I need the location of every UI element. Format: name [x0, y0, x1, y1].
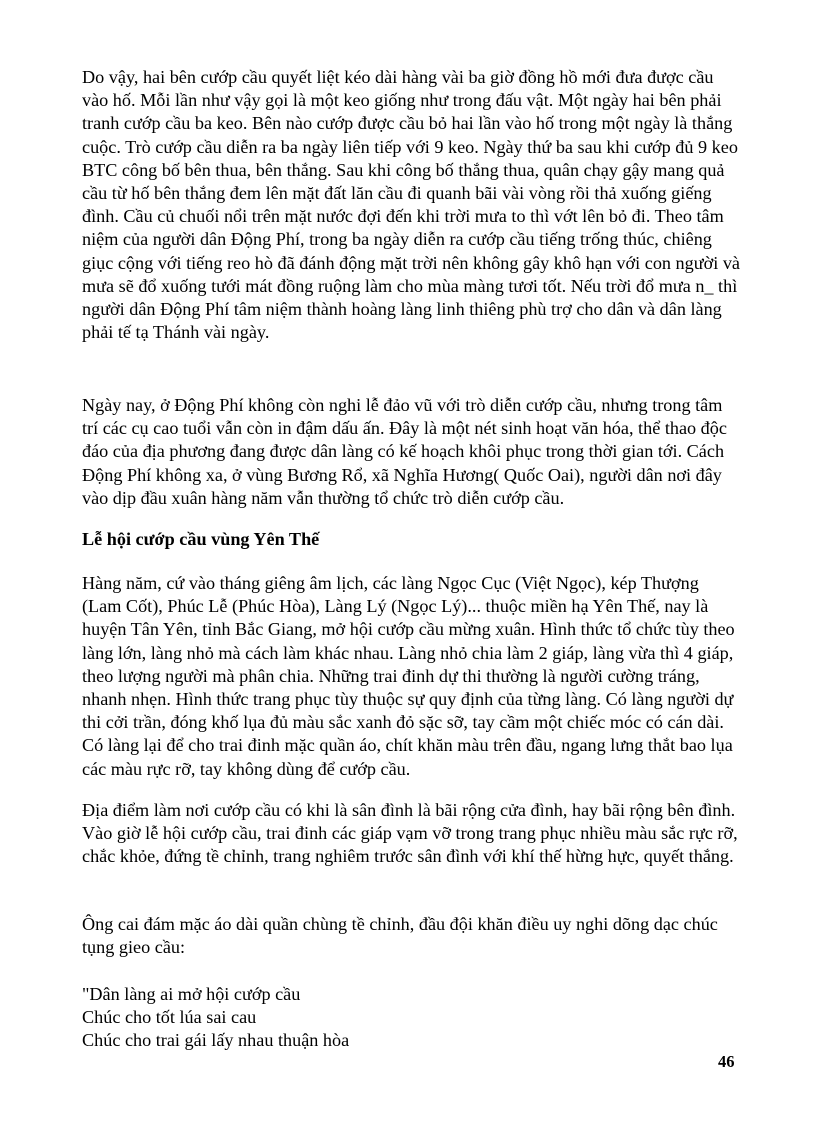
- page-number: 46: [718, 1052, 735, 1071]
- poem-line: Chúc cho trai gái lấy nhau thuận hòa: [82, 1030, 350, 1051]
- section-heading: Lễ hội cướp cầu vùng Yên Thế: [82, 529, 320, 549]
- paragraph-5: Ông cai đám mặc áo dài quần chùng tề chỉnh, đầu đội khăn điều uy nghi dõng dạc chúc tụng gieo cầu:: [82, 914, 718, 958]
- paragraph-1: Do vậy, hai bên cướp cầu quyết liệt kéo dài hàng vài ba giờ đồng hồ mới đưa được cầu vào hố. Mỗi lần như vậy gọi là một keo giống như trong đấu vật. Một ngày hai bên phải tranh cướp cầu ba keo. Bên nào cướp được cầu bỏ hai lần vào hố trong một ngày là thắng cuộc. Trò cướp cầu diễn ra ba ngày liên tiếp với 9 keo. Ngày thứ ba sau khi cướp đủ 9 keo BTC công bố bên thua, bên thắng. Sau khi công bố thắng thua, quân chạy gậy mang quả cầu từ hố bên thắng đem lên mặt đất lăn cầu đi quanh bãi vài vòng rồi thả xuống giếng đình. Cầu củ chuối nổi trên mặt nước đợi đến khi trời mưa to thì vớt lên bỏ đi. Theo tâm niệm của người dân Động Phí, trong ba ngày diễn ra cướp cầu tiếng trống thúc, chiêng giục cộng với tiếng reo hò đã đánh động mặt trời nên không gây khô hạn với con người và mưa sẽ đổ xuống tưới mát đồng ruộng làm cho mùa màng tươi tốt. Nếu trời đổ mưa n_ thì người dân Động Phí tâm niệm thành hoàng làng linh thiêng phù trợ cho dân và dân làng phải tế tạ Thánh vài ngày.: [82, 67, 740, 343]
- paragraph-4: Địa điểm làm nơi cướp cầu có khi là sân đình là bãi rộng cửa đình, hay bãi rộng bên đình. Vào giờ lễ hội cướp cầu, trai đinh các giáp vạm vỡ trong trang phục nhiều màu sắc rực rỡ, chắc khỏe, đứng tề chỉnh, trang nghiêm trước sân đình với khí thế hừng hực, quyết thắng.: [82, 800, 738, 867]
- poem-line: Chúc cho tốt lúa sai cau: [82, 1007, 257, 1028]
- poem-block: [82, 983, 349, 1053]
- paragraph-2: Ngày nay, ở Động Phí không còn nghi lễ đảo vũ với trò diễn cướp cầu, nhưng trong tâm trí các cụ cao tuổi vẫn còn in đậm dấu ấn. Đây là một nét sinh hoạt văn hóa, thể thao độc đáo của địa phương đang được dân làng có kế hoạch khôi phục trong thời gian tới. Cách Động Phí không xa, ở vùng Bương Rổ, xã Nghĩa Hương( Quốc Oai), người dân nơi đây vào dịp đầu xuân hàng năm vẫn thường tổ chức trò diễn cướp cầu.: [82, 395, 727, 508]
- poem-line: "Dân làng ai mở hội cướp cầu: [82, 984, 301, 1004]
- paragraph-3: Hàng năm, cứ vào tháng giêng âm lịch, các làng Ngọc Cục (Việt Ngọc), kép Thượng (Lam Cốt), Phúc Lễ (Phúc Hòa), Làng Lý (Ngọc Lý)... thuộc miền hạ Yên Thế, nay là huyện Tân Yên, tỉnh Bắc Giang, mở hội cướp cầu mừng xuân. Hình thức tổ chức tùy theo làng lớn, làng nhỏ mà cách làm khác nhau. Làng nhỏ chia làm 2 giáp, làng vừa thì 4 giáp, theo lượng người mà phân chia. Những trai đinh dự thi thường là người cường tráng, nhanh nhẹn. Hình thức trang phục tùy thuộc sự quy định của từng làng. Có làng người dự thi cởi trần, đóng khố lụa đủ màu sắc xanh đỏ sặc sỡ, tay cầm một chiếc móc có cán dài. Có làng lại để cho trai đinh mặc quần áo, chít khăn màu trên đầu, ngang lưng thắt bao lụa các màu rực rỡ, tay không dùng để cướp cầu.: [82, 573, 735, 779]
